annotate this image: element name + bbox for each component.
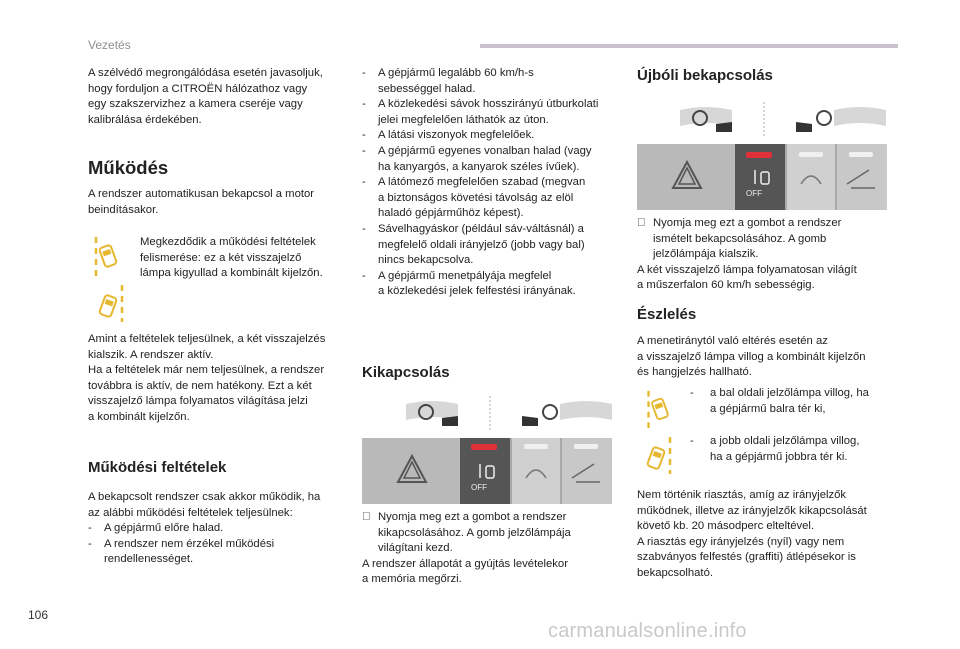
mukodes-text: A rendszer automatikusan bekapcsol a motor beindításakor.	[88, 188, 315, 216]
cluster-indicators-illustration	[404, 396, 614, 432]
mukodes-heading: Működés	[88, 157, 169, 178]
eszleles-text: A menetiránytól való eltérés esetén az a visszajelző lámpa villog a kombinált kijelzőn és hangjelzés hallható.	[637, 335, 866, 379]
lane-departure-right-icon-2	[640, 436, 676, 474]
conditions-list	[362, 66, 622, 300]
list-item: - Sávelhagyáskor (például sáv-váltásnál) a megfelelő oldali irányjelző (jobb vagy bal) nincs bekapcsolva.	[362, 222, 585, 267]
cluster-indicators-illustration-2	[678, 102, 888, 138]
right-item: - a jobb oldali jelzőlámpa villog, ha a gépjármű jobbra tér ki.	[690, 435, 860, 463]
lane-departure-icon	[92, 234, 122, 276]
list-item: - A közlekedési sávok hosszirányú útburkolati jelei megfelelően láthatók az úton.	[362, 98, 599, 126]
section-title: Vezetés	[88, 38, 131, 52]
left-item: - a bal oldali jelzőlámpa villog, ha a gépjármű balra tér ki,	[690, 387, 869, 415]
kikapcsolas-heading: Kikapcsolás	[362, 364, 450, 381]
lane-departure-right-icon	[92, 284, 128, 322]
bullet-arrow-icon	[362, 510, 378, 557]
feltetelek-text: A bekapcsolt rendszer csak akkor működik, ha az alábbi működési feltételek teljesülnek: - A gépjármű előre halad. - A rendszer nem érzékel működési rendellenességet.	[88, 490, 358, 568]
list-item: - A gépjármű legalább 60 km/h-s sebességgel halad.	[362, 67, 534, 95]
list-item: - A látási viszonyok megfelelőek.	[362, 129, 535, 142]
list-item: - A gépjármű egyenes vonalban halad (vagy ha kanyargós, a kanyarok széles ívűek).	[362, 144, 592, 173]
ujboli-note: Nyomja meg ezt a gombot a rendszer ismételt bekapcsolásához. A gomb jelzőlámpája kialszik. A két visszajelző lámpa folyamatosan világít a műszerfalon 60 km/h sebességig.	[637, 217, 857, 292]
off-button-label: OFF	[471, 483, 487, 492]
button-panel-on	[637, 144, 887, 210]
kikapcsolas-note: Nyomja meg ezt a gombot a rendszer kikapcsolásához. A gomb jelzőlámpája világítani kezd. A rendszer állapotát a gyújtás levételekor a memória megőrzi.	[362, 511, 571, 586]
eszleles-heading: Észlelés	[637, 306, 697, 323]
bullet-arrow-icon	[637, 216, 653, 263]
watermark: carmanualsonline.info	[548, 620, 747, 642]
final-paragraph: Nem történik riasztás, amíg az irányjelzők működnek, illetve az irányjelzők kikapcsolását követő kb. 20 másodperc elteltével. A riasztás egy irányjelzés (nyíl) vagy nem szabványos felfestés (graffiti) átlépésekor is bekapcsolható.	[637, 489, 867, 579]
list-item: - A rendszer nem érzékel működési rendellenességet.	[88, 537, 275, 566]
feltetelek-heading: Működési feltételek	[88, 459, 227, 476]
lane-departure-left-icon	[644, 388, 674, 428]
intro-paragraph: A szélvédő megrongálódása esetén javasoljuk, hogy forduljon a CITROËN hálózathoz vagy egy szakszervizhez a kamera cseréje vagy kalibrálása érdekében.	[88, 67, 323, 126]
list-item: - A gépjármű menetpályája megfelel a közlekedési jelek felfestési irányának.	[362, 269, 576, 298]
off-button-label-2: OFF	[746, 189, 762, 198]
button-panel-off	[362, 438, 612, 504]
icon-note: Megkezdődik a működési feltételek felismerése: ez a két visszajelző lámpa kigyullad a kombinált kijelzőn.	[140, 236, 323, 280]
header-accent-bar	[480, 44, 898, 48]
list-item: - A látómező megfelelően szabad (megvan a biztonságos követési távolság az elöl haladó gépjárműhöz képest).	[362, 176, 586, 220]
ujboli-heading: Újbóli bekapcsolás	[637, 67, 773, 84]
active-paragraph: Amint a feltételek teljesülnek, a két visszajelzés kialszik. A rendszer aktív. Ha a feltételek már nem teljesülnek, a rendszer továbbra is aktív, de nem hatékony. Ezt a két visszajelző lámpa folyamatos világítása jelzi a kombinált kijelzőn.	[88, 333, 326, 423]
list-item: - A gépjármű előre halad.	[88, 522, 224, 535]
page-number: 106	[28, 608, 49, 622]
